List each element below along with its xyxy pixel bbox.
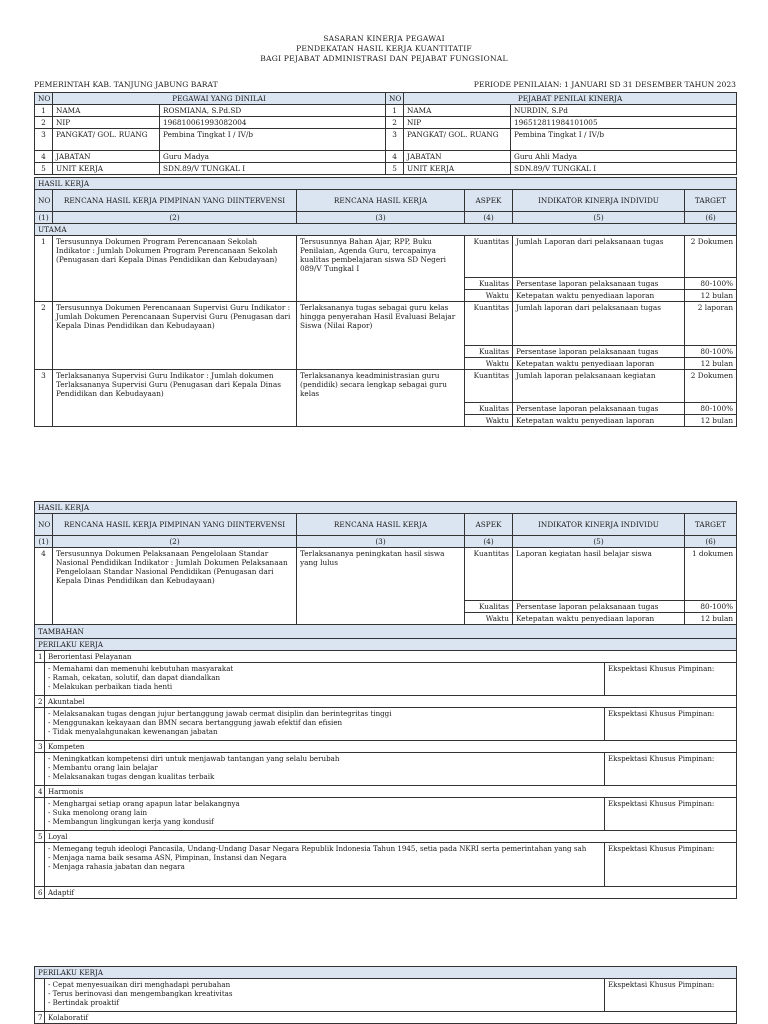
col-num: (3): [297, 212, 465, 224]
group-items: [45, 753, 605, 786]
group-no: 1: [35, 651, 45, 663]
indikator-cell: Ketepatan waktu penyediaan laporan: [513, 290, 685, 302]
table-row: [35, 370, 737, 403]
aspek-cell: Waktu: [465, 358, 513, 370]
ekspektasi-label: Ekspektasi Khusus Pimpinan:: [605, 708, 737, 741]
row-label: UNIT KERJA: [53, 163, 160, 175]
no-header: NO: [35, 93, 53, 105]
dinilai-value: Guru Madya: [160, 151, 386, 163]
col-header: INDIKATOR KINERJA INDIVIDU: [513, 190, 685, 212]
utama-label: UTAMA: [35, 224, 737, 236]
group-items: [45, 663, 605, 696]
col-header: ASPEK: [465, 190, 513, 212]
aspek-cell: Kualitas: [465, 403, 513, 415]
row-no: 1: [35, 105, 53, 117]
col-num: (4): [465, 536, 513, 548]
aspek-cell: Kualitas: [465, 601, 513, 613]
list-item: - Bertindak proaktif: [48, 998, 119, 1007]
list-item: - Melakukan perbaikan tiada henti: [48, 682, 173, 691]
group-no: 4: [35, 786, 45, 798]
indikator-cell: Ketepatan waktu penyediaan laporan: [513, 613, 685, 625]
row-no: 2: [386, 117, 404, 129]
row-no: 1: [386, 105, 404, 117]
instansi-label: PEMERINTAH KAB. TANJUNG JABUNG BARAT: [34, 80, 218, 89]
target-cell: 2 Dokumen: [685, 236, 737, 278]
hasil-kerja-title: HASIL KERJA: [35, 502, 737, 514]
row-label: NAMA: [53, 105, 160, 117]
item-no: 2: [35, 302, 53, 370]
row-label: UNIT KERJA: [404, 163, 511, 175]
dinilai-value: Pembina Tingkat I / IV/b: [160, 129, 386, 151]
header-title: SASARAN KINERJA PEGAWAI: [323, 34, 445, 43]
list-item: - Ramah, cekatan, solutif, dan dapat diandalkan: [48, 673, 221, 682]
col-num: (1): [35, 536, 53, 548]
list-item: - Cepat menyesuaikan diri menghadapi perubahan: [48, 980, 231, 989]
col-num: (5): [513, 212, 685, 224]
item-no: 4: [35, 548, 53, 625]
table-row: [35, 151, 737, 163]
rencana-cell: Terlaksananya keadministrasian guru (pendidik) secara lengkap sebagai guru kelas: [297, 370, 465, 427]
target-cell: 2 laporan: [685, 302, 737, 346]
col-header: RENCANA HASIL KERJA PIMPINAN YANG DIINTERVENSI: [53, 190, 297, 212]
col-header: RENCANA HASIL KERJA: [297, 514, 465, 536]
group-items: [45, 843, 605, 887]
perilaku-title: PERILAKU KERJA: [35, 967, 737, 979]
ekspektasi-label: Ekspektasi Khusus Pimpinan:: [605, 843, 737, 887]
ekspektasi-label: Ekspektasi Khusus Pimpinan:: [605, 753, 737, 786]
list-item: - Memahami dan memenuhi kebutuhan masyarakat: [48, 664, 234, 673]
row-label: JABATAN: [53, 151, 160, 163]
rencana-cell: Tersusunnya Bahan Ajar, RPP, Buku Penilaian, Agenda Guru, tercapainya kualitas pembelajaran siswa SD Negeri 089/V Tungkal I: [297, 236, 465, 302]
aspek-cell: Kuantitas: [465, 236, 513, 278]
header-subtitle: PENDEKATAN HASIL KERJA KUANTITATIF: [296, 44, 472, 53]
target-cell: 12 bulan: [685, 290, 737, 302]
pimpinan-cell: Tersusunnya Dokumen Perencanaan Supervisi Guru Indikator : Jumlah Dokumen Perencanaan Supervisi Guru (Penugasan dari Kepala Dinas Pendidikan dan Kebudayaan): [53, 302, 297, 370]
indikator-cell: Ketepatan waktu penyediaan laporan: [513, 358, 685, 370]
group-no: 6: [35, 887, 45, 899]
row-no: 5: [386, 163, 404, 175]
dinilai-value: ROSMIANA, S.Pd.SD: [160, 105, 386, 117]
group-name: Loyal: [45, 831, 737, 843]
list-item: - Membantu orang lain belajar: [48, 763, 158, 772]
indikator-cell: Jumlah Laporan dari pelaksanaan tugas: [513, 236, 685, 278]
col-num: (3): [297, 536, 465, 548]
target-cell: 80-100%: [685, 403, 737, 415]
penilai-value: SDN.89/V TUNGKAL I: [511, 163, 737, 175]
indikator-cell: Persentase laporan pelaksanaan tugas: [513, 346, 685, 358]
group-name: Harmonis: [45, 786, 737, 798]
aspek-cell: Waktu: [465, 415, 513, 427]
group-no: 2: [35, 696, 45, 708]
col-num: (2): [53, 536, 297, 548]
aspek-cell: Kualitas: [465, 278, 513, 290]
table-row: [35, 129, 737, 151]
dinilai-value: SDN.89/V TUNGKAL I: [160, 163, 386, 175]
group-name: Kolaboratif: [45, 1012, 737, 1024]
group-no: 5: [35, 831, 45, 843]
target-cell: 80-100%: [685, 278, 737, 290]
penilai-header: PEJABAT PENILAI KINERJA: [404, 93, 737, 105]
list-item: - Terus berinovasi dan mengembangkan kreativitas: [48, 989, 233, 998]
row-label: JABATAN: [404, 151, 511, 163]
item-no: 3: [35, 370, 53, 427]
penilai-value: Guru Ahli Madya: [511, 151, 737, 163]
table-row: [35, 548, 737, 601]
pimpinan-cell: Tersusunnya Dokumen Pelaksanaan Pengelolaan Standar Nasional Pendidikan Indikator : Jumlah Dokumen Pelaksanaan Pengelolaan Standar Nasional Pendidikan (Penugasan dari Kepala Dinas Pendidikan dan Kebudayaan): [53, 548, 297, 625]
hasil-kerja-table: [34, 177, 737, 427]
hasil-kerja-table-continued: [34, 501, 737, 639]
indikator-cell: Persentase laporan pelaksanaan tugas: [513, 278, 685, 290]
aspek-cell: Waktu: [465, 613, 513, 625]
aspek-cell: Kuantitas: [465, 370, 513, 403]
indikator-cell: Jumlah laporan pelaksanaan kegiatan: [513, 370, 685, 403]
col-header: ASPEK: [465, 514, 513, 536]
periode-label: PERIODE PENILAIAN: 1 JANUARI SD 31 DESEMBER TAHUN 2023: [473, 80, 736, 89]
col-num: (1): [35, 212, 53, 224]
target-cell: 2 Dokumen: [685, 370, 737, 403]
group-items: [45, 798, 605, 831]
col-header: NO: [35, 190, 53, 212]
hasil-kerja-title: HASIL KERJA: [35, 178, 737, 190]
target-cell: 12 bulan: [685, 613, 737, 625]
col-header: TARGET: [685, 514, 737, 536]
indikator-cell: Ketepatan waktu penyediaan laporan: [513, 415, 685, 427]
ekspektasi-label: Ekspektasi Khusus Pimpinan:: [605, 663, 737, 696]
table-row: [35, 236, 737, 278]
group-name: Berorientasi Pelayanan: [45, 651, 737, 663]
item-no: 1: [35, 236, 53, 302]
row-label: PANGKAT/ GOL. RUANG: [404, 129, 511, 151]
list-item: - Tidak menyalahgunakan kewenangan jabatan: [48, 727, 218, 736]
col-header: INDIKATOR KINERJA INDIVIDU: [513, 514, 685, 536]
row-label: PANGKAT/ GOL. RUANG: [53, 129, 160, 151]
list-item: - Melaksanakan tugas dengan jujur bertanggung jawab cermat disiplin dan berintegritas tinggi: [48, 709, 392, 718]
header-subtitle-2: BAGI PEJABAT ADMINISTRASI DAN PEJABAT FUNGSIONAL: [260, 54, 508, 63]
document-header: [0, 34, 768, 64]
col-num: (4): [465, 212, 513, 224]
col-header: NO: [35, 514, 53, 536]
target-cell: 80-100%: [685, 346, 737, 358]
list-item: - Menjaga rahasia jabatan dan negara: [48, 862, 185, 871]
penilai-value: 196512811984101005: [511, 117, 737, 129]
aspek-cell: Kualitas: [465, 346, 513, 358]
list-item: - Menggunakan kekayaan dan BMN secara bertanggung jawab efektif dan efisien: [48, 718, 343, 727]
group-items: [45, 708, 605, 741]
col-header: RENCANA HASIL KERJA PIMPINAN YANG DIINTERVENSI: [53, 514, 297, 536]
penilai-value: Pembina Tingkat I / IV/b: [511, 129, 737, 151]
target-cell: 80-100%: [685, 601, 737, 613]
target-cell: 12 bulan: [685, 415, 737, 427]
list-item: - Membangun lingkungan kerja yang kondusif: [48, 817, 214, 826]
row-no: 3: [35, 129, 53, 151]
perilaku-title: PERILAKU KERJA: [35, 639, 737, 651]
no-header: NO: [386, 93, 404, 105]
penilai-value: NURDIN, S.Pd: [511, 105, 737, 117]
row-no: 3: [386, 129, 404, 151]
indikator-cell: Persentase laporan pelaksanaan tugas: [513, 403, 685, 415]
rencana-cell: Terlaksananya tugas sebagai guru kelas hingga penyerahan Hasil Evaluasi Belajar Siswa (Nilai Rapor): [297, 302, 465, 370]
pimpinan-cell: Terlaksananya Supervisi Guru Indikator : Jumlah dokumen Terlaksananya Supervisi Guru (Penugasan dari Kepala Dinas Pendidikan dan Kebudayaan): [53, 370, 297, 427]
target-cell: 1 dokumen: [685, 548, 737, 601]
pegawai-table: [34, 92, 737, 175]
row-no: 5: [35, 163, 53, 175]
group-no: 7: [35, 1012, 45, 1024]
perilaku-kerja-table: [34, 638, 737, 899]
col-num: (2): [53, 212, 297, 224]
group-no: 3: [35, 741, 45, 753]
tambahan-label: TAMBAHAN: [35, 625, 737, 639]
col-num: (6): [685, 212, 737, 224]
ekspektasi-label: Ekspektasi Khusus Pimpinan:: [605, 979, 737, 1012]
list-item: - Memegang teguh ideologi Pancasila, Undang-Undang Dasar Negara Republik Indonesia Tahun 1945, setia pada NKRI serta pemerintahan yang sah: [48, 844, 587, 853]
indikator-cell: Persentase laporan pelaksanaan tugas: [513, 601, 685, 613]
row-no: 4: [386, 151, 404, 163]
row-no: 2: [35, 117, 53, 129]
aspek-cell: Kuantitas: [465, 302, 513, 346]
indikator-cell: Laporan kegiatan hasil belajar siswa: [513, 548, 685, 601]
pimpinan-cell: Tersusunnya Dokumen Program Perencanaan Sekolah Indikator : Jumlah Dokumen Program Perencanaan Sekolah (Penugasan dari Kepala Dinas Pendidikan dan Kebudayaan): [53, 236, 297, 302]
group-name: Kompeten: [45, 741, 737, 753]
aspek-cell: Kuantitas: [465, 548, 513, 601]
list-item: - Meningkatkan kompetensi diri untuk menjawab tantangan yang selalu berubah: [48, 754, 340, 763]
list-item: - Suka menolong orang lain: [48, 808, 148, 817]
group-name: Akuntabel: [45, 696, 737, 708]
row-label: NAMA: [404, 105, 511, 117]
dinilai-header: PEGAWAI YANG DINILAI: [53, 93, 386, 105]
ekspektasi-label: Ekspektasi Khusus Pimpinan:: [605, 798, 737, 831]
rencana-cell: Terlaksananya peningkatan hasil siswa yang lulus: [297, 548, 465, 625]
list-item: - Melaksanakan tugas dengan kualitas terbaik: [48, 772, 215, 781]
col-header: TARGET: [685, 190, 737, 212]
row-label: NIP: [404, 117, 511, 129]
col-num: (5): [513, 536, 685, 548]
dinilai-value: 196810061993082004: [160, 117, 386, 129]
perilaku-kerja-table-continued: [34, 966, 737, 1024]
row-label: NIP: [53, 117, 160, 129]
aspek-cell: Waktu: [465, 290, 513, 302]
group-items: [45, 979, 605, 1012]
table-row: [35, 302, 737, 346]
list-item: - Menjaga nama baik sesama ASN, Pimpinan, Instansi dan Negara: [48, 853, 287, 862]
row-no: 4: [35, 151, 53, 163]
group-name: Adaptif: [45, 887, 737, 899]
table-row: [35, 163, 737, 175]
indikator-cell: Jumlah laporan dari pelaksanaan tugas: [513, 302, 685, 346]
list-item: - Menghargai setiap orang apapun latar belakangnya: [48, 799, 240, 808]
table-row: [35, 117, 737, 129]
col-num: (6): [685, 536, 737, 548]
target-cell: 12 bulan: [685, 358, 737, 370]
table-row: [35, 105, 737, 117]
col-header: RENCANA HASIL KERJA: [297, 190, 465, 212]
